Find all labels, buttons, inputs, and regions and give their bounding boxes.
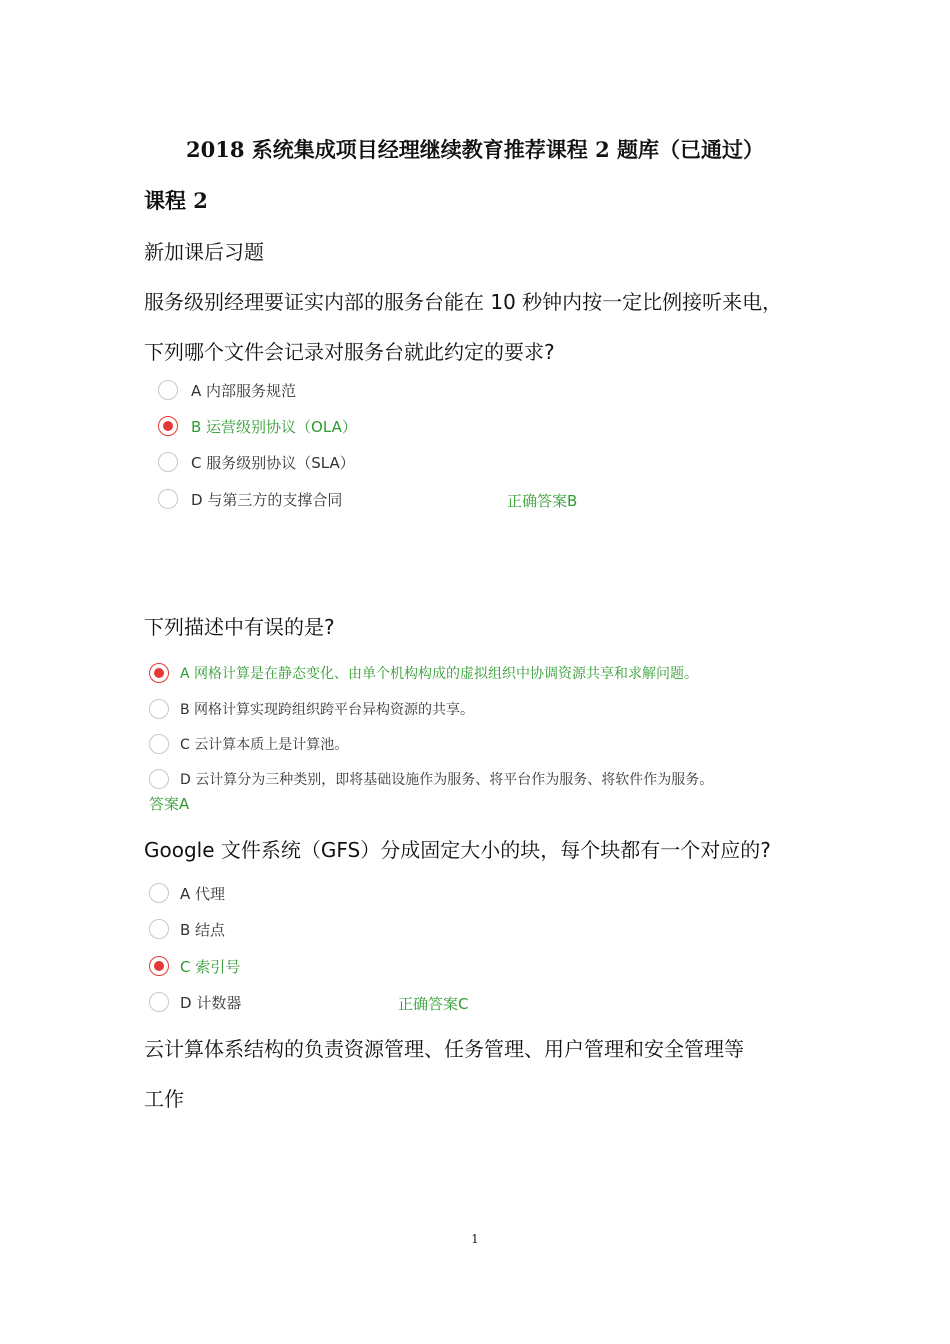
q2-answer: 答案A [149,795,190,813]
q3-text-line1: Google 文件系统（GFS）分成固定大小的块，每个块都有一个对应的? [144,838,771,862]
q4-text-line2: 工作 [144,1087,184,1111]
q1-option-c[interactable] [158,449,355,475]
radio-unchecked-icon[interactable] [149,734,169,754]
q2-option-c[interactable] [149,731,348,757]
page-number: 1 [471,1232,479,1246]
q2-option-b-label: B 网格计算实现跨组织跨平台异构资源的共享。 [180,702,475,718]
q2-option-b[interactable] [149,696,474,722]
q3-option-a[interactable] [149,880,225,906]
q1-option-a[interactable] [158,377,296,403]
q1-option-d[interactable] [158,486,342,512]
section-heading: 新加课后习题 [144,240,264,264]
q3-answer: 正确答案C [398,995,469,1013]
q1-option-a-label: A 内部服务规范 [191,381,297,400]
q3-option-a-label: A 代理 [180,884,226,903]
radio-unchecked-icon[interactable] [149,699,169,719]
radio-unchecked-icon[interactable] [158,489,178,509]
q1-answer: 正确答案B [507,492,578,510]
radio-unchecked-icon[interactable] [149,919,169,939]
q3-option-b[interactable] [149,916,225,942]
q3-option-d[interactable] [149,989,241,1015]
q2-text-line1: 下列描述中有误的是? [144,615,335,639]
q1-option-d-label: D 与第三方的支撑合同 [191,490,343,509]
q2-option-d-label: D 云计算分为三种类别，即将基础设施作为服务、将平台作为服务、将软件作为服务。 [180,772,714,788]
q1-option-b-label: B 运营级别协议（OLA） [191,417,357,436]
q1-option-b[interactable] [158,413,357,439]
q1-text-line2: 下列哪个文件会记录对服务台就此约定的要求? [144,340,555,364]
q3-option-d-label: D 计数器 [180,993,242,1012]
course-heading: 课程 2 [144,188,208,213]
radio-unchecked-icon[interactable] [149,769,169,789]
q1-option-c-label: C 服务级别协议（SLA） [191,453,355,472]
radio-unchecked-icon[interactable] [158,380,178,400]
radio-checked-icon[interactable] [149,663,169,683]
q2-option-c-label: C 云计算本质上是计算池。 [180,737,349,753]
q3-option-c[interactable] [149,953,240,979]
q3-option-c-label: C 索引号 [180,957,241,976]
radio-unchecked-icon[interactable] [158,452,178,472]
q2-option-a-label: A 网格计算是在静态变化、由单个机构构成的虚拟组织中协调资源共享和求解问题。 [180,666,699,682]
document-title: 2018 系统集成项目经理继续教育推荐课程 2 题库（已通过） [186,137,764,162]
radio-unchecked-icon[interactable] [149,992,169,1012]
radio-checked-icon[interactable] [158,416,178,436]
q3-option-b-label: B 结点 [180,920,226,939]
radio-checked-icon[interactable] [149,956,169,976]
q1-text-line1: 服务级别经理要证实内部的服务台能在 10 秒钟内按一定比例接听来电， [144,290,783,314]
q2-option-d[interactable] [149,766,713,792]
q4-text-line1: 云计算体系结构的负责资源管理、任务管理、用户管理和安全管理等 [144,1037,744,1061]
radio-unchecked-icon[interactable] [149,883,169,903]
q2-option-a[interactable] [149,660,698,686]
